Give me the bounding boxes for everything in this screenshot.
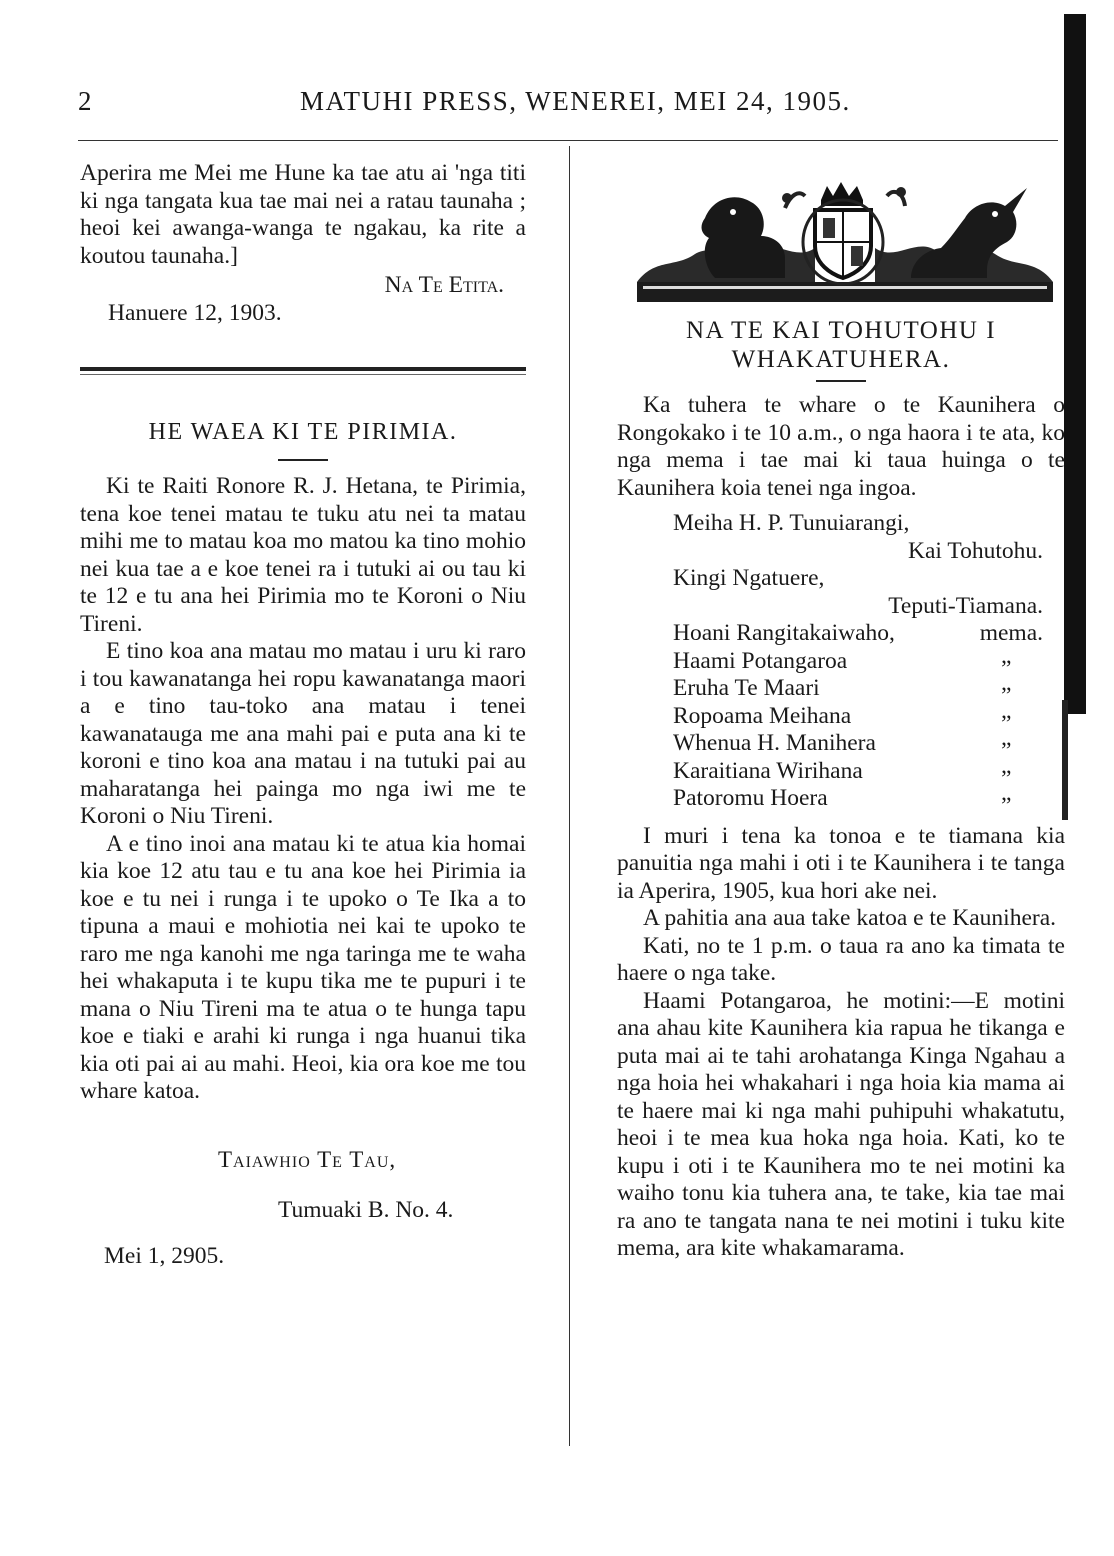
member-name: Karaitiana Wirihana bbox=[673, 757, 863, 784]
left-column bbox=[80, 160, 526, 1270]
council-opening: Ka tuhera te whare o te Kaunihera o Rongokako i te 10 a.m., o nga haora i te ata, ko nga mema i tae mai ki taua huinga o te Kaunihera koia tenei nga ingoa. bbox=[617, 392, 1065, 501]
ditto-mark: ” bbox=[1001, 683, 1012, 709]
page-header bbox=[78, 86, 1068, 126]
coat-of-arms-icon bbox=[635, 178, 1055, 312]
council-heading-line: NA TE KAI TOHUTOHU I bbox=[685, 317, 997, 344]
section-rule-thin bbox=[80, 374, 526, 375]
masthead: MATUHI PRESS, WENEREI, MEI 24, 1905. bbox=[300, 86, 851, 116]
member-row bbox=[617, 785, 1065, 819]
article-paragraph: E tino koa ana matau mo matau i uru ki raro i tou kawanatanga hei ropu kawanatanga maori a e tino tau-toko ana matau i tenei kawanatauga me ana mahi pai e puta ana ki te koroni e tino koa ana matau i na tutuki pai au maharatanga hei painga mo nga iwi me te Koroni o Niu Tireni. bbox=[80, 638, 526, 829]
council-heading-line: WHAKATUHERA. bbox=[731, 346, 951, 373]
member-row bbox=[617, 757, 1065, 792]
page-number: 2 bbox=[78, 86, 93, 116]
heading-rule bbox=[816, 380, 866, 382]
member-row bbox=[617, 730, 1065, 764]
article-paragraph: A e tino inoi ana matau ki te atua kia homai kia koe 12 atu tau e tu ana koe hei Pirimia ia koe e tu nei i runga i te upoko o Te Ika a to tipuna a maui e mohiotia nei kai te upoko te raro me nga kanohi me nga taringa me te waha hei whakaputa i te kupu tika me te pupuri i te mana o Niu Tireni ma te atua o te hunga tapu koe e tiaki e arahi ki runga i nga huanui tika kia oti pai ai au mahi. Heoi, kia ora koe me tou whare katoa. bbox=[80, 830, 526, 1104]
ditto-mark: ” bbox=[1001, 793, 1012, 819]
member-name: Hoani Rangitakaiwaho, bbox=[673, 620, 895, 646]
member-row bbox=[617, 620, 1065, 648]
ditto-mark: ” bbox=[1001, 710, 1012, 737]
member-row bbox=[617, 702, 1065, 737]
article-paragraph: Ki te Raiti Ronore R. J. Hetana, te Pirimia, tena koe tenei matau te tuku atu nei ta matau mihi me to matau koa mo matou ka tino mohio nei kua tae a e koe tenei ra i tutuki ai ou tau ki te 12 e tu ana hei Pirimia mo te Koroni o Niu Tireni. bbox=[80, 473, 526, 637]
member-name: Whenua H. Manihera bbox=[673, 730, 876, 756]
heading-rule bbox=[278, 459, 328, 461]
editor-signature: Na Te Etita. bbox=[384, 272, 504, 298]
council-heading bbox=[617, 316, 1065, 374]
council-paragraph: A pahitia ana aua take katoa e te Kaunihera. bbox=[643, 905, 1057, 931]
council-paragraph: I muri i tena ka tonoa e te tiamana kia panuitia nga mahi i oti i te Kaunihera i te tanga ia Aperira, 1905, kua hori ake nei. bbox=[617, 822, 1065, 904]
member-row bbox=[617, 510, 1065, 538]
ditto-mark: ” bbox=[1001, 738, 1012, 764]
member-role: Teputi-Tiamana. bbox=[888, 592, 1043, 619]
member-name: Haami Potangaroa bbox=[673, 647, 848, 674]
member-name: Kingi Ngatuere, bbox=[673, 565, 825, 591]
council-paragraph: Kati, no te 1 p.m. o taua ra ano ka timata te haere o nga take. bbox=[617, 932, 1065, 986]
member-row bbox=[617, 565, 1065, 593]
section-rule-thick bbox=[80, 367, 526, 371]
article-heading: HE WAEA KI TE PIRIMIA. bbox=[148, 419, 458, 445]
intro-paragraph: Aperira me Mei me Hune ka tae atu ai 'nga titi ki nga tangata kua tae mai nei a ratau taunaha ; heoi kei awanga-wanga te ngakau, ka rite a koutou taunaha.] bbox=[80, 160, 526, 269]
member-name: Patoromu Hoera bbox=[673, 785, 828, 811]
member-name: Eruha Te Maari bbox=[673, 675, 820, 701]
member-row bbox=[617, 675, 1065, 709]
ditto-mark: ” bbox=[1001, 765, 1012, 792]
council-paragraph: Haami Potangaroa, he motini:—E motini ana ahau kite Kaunihera kia rapua he tikanga e puta mai ai te tahi arohatanga Kinga Ngahau a nga hoia hei whakahari i nga hoia kia mama ai te haere mai ki nga mahi puhipuhi whakatutu, heoi i te mea kua hoka nga hoia. Kati, ko te kupu i oti i te Kaunihera mo te nei motini ka waiho tonu kia tuhera ana, te take, kia tae mai ra ano te tangata nana te nei motini i tuku kite mema, ara kite whakamarama. bbox=[617, 987, 1065, 1261]
member-name: Meiha H. P. Tunuiarangi, bbox=[673, 510, 910, 536]
member-role: mema. bbox=[979, 620, 1043, 646]
member-name: Ropoama Meihana bbox=[673, 702, 852, 729]
column-divider bbox=[569, 146, 570, 1446]
right-column bbox=[617, 178, 1065, 1263]
member-row bbox=[617, 647, 1065, 682]
ditto-mark: ” bbox=[1001, 655, 1012, 682]
header-rule bbox=[78, 140, 1058, 141]
signature-title: Tumuaki B. No. 4. bbox=[278, 1197, 454, 1223]
member-list bbox=[617, 510, 1065, 819]
signature-date: Mei 1, 2905. bbox=[104, 1242, 225, 1269]
editor-date: Hanuere 12, 1903. bbox=[108, 299, 282, 326]
signature-name: Taiawhio Te Tau, bbox=[218, 1146, 397, 1172]
member-role: Kai Tohutohu. bbox=[908, 537, 1043, 564]
